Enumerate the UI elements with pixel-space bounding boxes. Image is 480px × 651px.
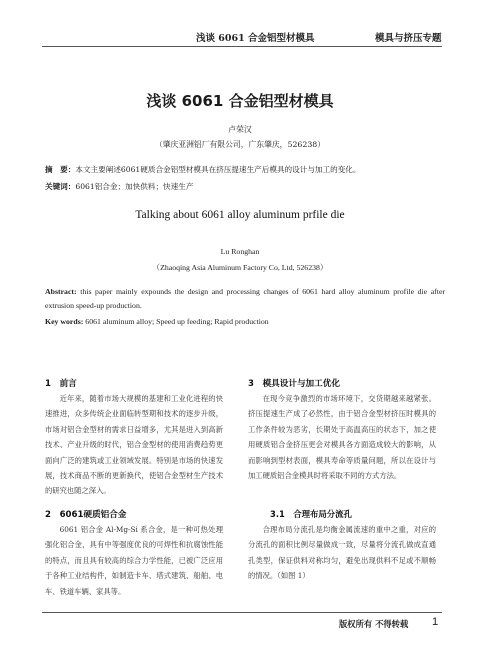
keywords-chinese-label: 关键词：: [45, 182, 76, 191]
section-body-introduction: 近年来，随着市场大规模的基建和工业化进程的快速推进，众多传统企业面临转型期和技术的逐步升级，市场对铝合金型材的需求日益增多，尤其是进入到高新技术、产业升级的时代，铝合金型材的使用消费趋势更面向广泛的建筑或工业领域发展。特别是市场的快速发展，技术商品不断的更新换代，使铝合金型材生产技术的研究也随之深入。: [45, 394, 223, 496]
keywords-chinese: [45, 180, 445, 194]
abstract-english-text: this paper mainly expounds the design and processing changes of 6061 hard alloy aluminum profile die after extrusion speed-up production.: [45, 287, 445, 310]
footer-rule: [42, 612, 442, 613]
page-number: 1: [432, 616, 439, 628]
title-chinese: 浅谈 6061 合金铝型材模具: [146, 92, 334, 110]
abstract-english-label: Abstract:: [45, 287, 77, 296]
keywords-english-text: 6061 aluminum alloy; Speed up feeding; Rapid production: [83, 317, 269, 326]
abstract-chinese: [45, 163, 445, 177]
copyright-notice: 版权所有 不得转载: [339, 619, 409, 629]
subsection-heading-porthole: 3.1 合理布局分流孔: [270, 509, 352, 519]
section-body-6061-alloy: 6061 铝合金 Al-Mg-Si 系合金，是一种可热处理强化铝合金，具有中等强度优良的可焊性和抗腐蚀性能的特点，而且具有较高的综合力学性能，已被广泛应用于各种工业结构件，如制造卡车、塔式建筑、船舶、电车、铁道车辆、家具等。: [45, 525, 223, 596]
affiliation-english: （Zhaoqing Asia Aluminum Factory Co, Ltd, 526238）: [152, 263, 328, 272]
page-header: [0, 0, 480, 46]
keywords-english-label: Key words:: [45, 317, 84, 326]
running-title: 浅谈 6061 合金铝型材模具: [196, 33, 315, 44]
section-heading-6061-alloy: 2 6061硬质铝合金: [45, 510, 127, 520]
keywords-english: [45, 315, 445, 329]
abstract-chinese-text: 本文主要阐述6061硬质合金铝型材模具在挤压提速生产后模具的设计与加工的变化。: [75, 165, 361, 174]
abstract-chinese-label: 摘 要：: [45, 165, 76, 174]
section-body-die-design: 在现今竞争激烈的市场环境下，交货期越来越紧张。挤压提速生产成了必然性，由于铝合金型材挤压时模具的工作条件较为恶劣，长期处于高温高压的状态下，加之使用硬质铝合金挤压更会对模具各方面造成较大的影响，从而影响到型材表面，模具寿命等质量问题，所以在设计与加工硬质铝合金模具时将采取不同的方式方法。: [248, 394, 436, 481]
author-chinese: 卢荣汉: [228, 125, 252, 134]
author-english: Lu Ronghan: [220, 247, 260, 256]
title-english: Talking about 6061 alloy aluminum prfile die: [135, 209, 345, 221]
keywords-chinese-text: 6061铝合金；加快供料；快速生产: [75, 182, 194, 191]
subsection-body-porthole: 合理布局分流孔是均衡金属流速的重中之重，对应的分流孔的面积比例尽量做成一致，尽量将分流孔做成直通孔类型，保证供料对称均匀，避免出现供料不足或不顺畅的情况。（如图 1）: [248, 525, 436, 581]
header-rule: [42, 46, 442, 47]
abstract-english: [45, 285, 445, 313]
affiliation-chinese: （肇庆亚洲铝厂有限公司，广东肇庆，526238）: [154, 140, 326, 149]
section-heading-die-design: 3 模具设计与加工优化: [248, 379, 340, 389]
section-heading-introduction: 1 前言: [45, 379, 77, 389]
section-label: 模具与挤压专题: [375, 33, 442, 44]
